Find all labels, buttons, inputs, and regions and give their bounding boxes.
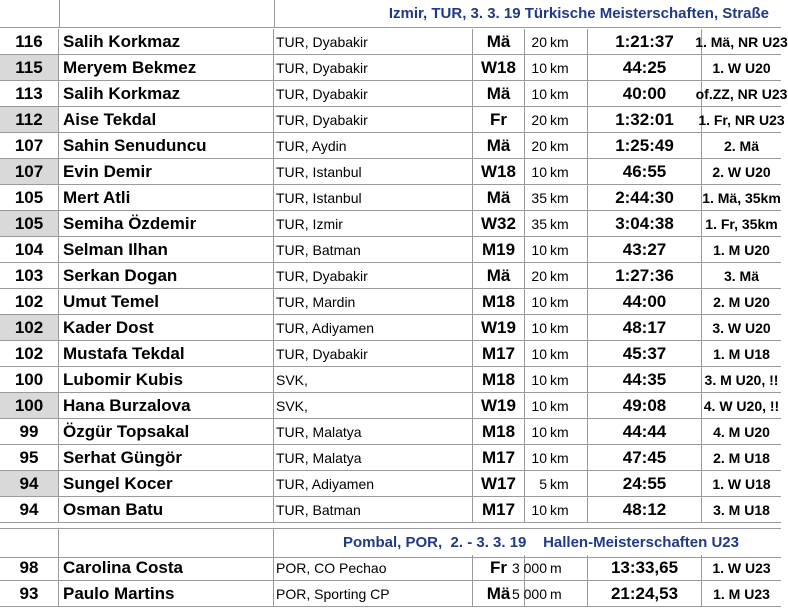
category-cell: M17 [473,341,525,366]
athlete-name-cell: Salih Korkmaz [59,81,274,106]
result-row [0,471,781,497]
category-cell: M18 [473,367,525,392]
points-cell: 100 [0,367,59,392]
time-cell: 1:32:01 [588,107,702,132]
distance-cell: 20 [531,33,547,50]
points-cell: 103 [0,263,59,288]
distance-cell: 10 [531,423,547,440]
placing-cell: 3. M U18 [713,501,770,518]
club-cell: TUR, Dyabakir [274,341,473,366]
athlete-name-cell: Kader Dost [59,315,274,340]
time-cell: 46:55 [588,159,702,184]
athlete-name-cell: Serhat Güngör [59,445,274,470]
placing-cell: 1. W U23 [712,559,771,576]
time-cell: 1:25:49 [588,133,702,158]
athlete-name-cell: Sungel Kocer [59,471,274,496]
category-cell: W18 [473,159,525,184]
category-cell: M18 [473,289,525,314]
athlete-name-cell: Salih Korkmaz [59,29,274,54]
time-cell: 21:24,53 [588,581,702,606]
club-cell: POR, CO Pechao [274,555,473,580]
placing-cell: 1. M U18 [713,345,770,362]
time-cell: 13:33,65 [588,555,702,580]
placing-cell: 1. M U20 [713,241,770,258]
time-cell: 1:27:36 [588,263,702,288]
athlete-name-cell: Umut Temel [59,289,274,314]
points-cell: 113 [0,81,59,106]
unit-cell: km [548,341,588,366]
club-cell: TUR, Istanbul [274,159,473,184]
points-cell: 107 [0,133,59,158]
result-row [0,289,781,315]
club-cell: TUR, Aydin [274,133,473,158]
placing-cell: 3. Mä [723,267,759,284]
points-cell: 105 [0,211,59,236]
unit-cell: km [548,263,588,288]
result-row [0,211,781,237]
points-cell: 93 [0,581,59,606]
distance-cell: 35 [531,215,547,232]
distance-cell: 10 [531,85,547,102]
unit-cell: km [548,367,588,392]
club-cell: TUR, Mardin [274,289,473,314]
points-cell: 116 [0,29,59,54]
unit-cell: km [548,237,588,262]
unit-cell: m [548,555,588,580]
category-cell: M18 [473,419,525,444]
distance-cell: 10 [531,163,547,180]
time-cell: 47:45 [588,445,702,470]
event-header-1 [0,0,781,28]
time-cell: 43:27 [588,237,702,262]
unit-cell: km [548,159,588,184]
points-cell: 107 [0,159,59,184]
result-row [0,419,781,445]
category-cell: W32 [473,211,525,236]
result-row [0,55,781,81]
time-cell: 40:00 [588,81,702,106]
athlete-name-cell: Mert Atli [59,185,274,210]
category-cell: Mä [473,263,525,288]
points-cell: 105 [0,185,59,210]
athlete-name-cell: Lubomir Kubis [59,367,274,392]
event-title: Izmir, TUR, 3. 3. 19 Türkische Meisterschaften, Straße [388,5,769,22]
athlete-name-cell: Özgür Topsakal [59,419,274,444]
distance-cell: 10 [531,293,547,310]
unit-cell: km [548,393,588,418]
category-cell: Fr [473,107,525,132]
result-row [0,497,781,523]
time-cell: 45:37 [588,341,702,366]
points-cell: 102 [0,315,59,340]
athlete-name-cell: Evin Demir [59,159,274,184]
result-row [0,159,781,185]
placing-cell: 4. W U20, !! [703,397,780,414]
points-cell: 98 [0,555,59,580]
points-cell: 115 [0,55,59,80]
result-row [0,341,781,367]
unit-cell: km [548,107,588,132]
result-row [0,29,788,55]
athlete-name-cell: Sahin Senuduncu [59,133,274,158]
club-cell: TUR, Dyabakir [274,29,473,54]
distance-cell: 3 000 [511,559,547,576]
placing-cell: 2. M U20 [713,293,770,310]
points-cell: 94 [0,497,59,522]
distance-cell: 20 [531,137,547,154]
placing-cell: 1. M U23 [713,585,770,602]
unit-cell: m [548,581,588,606]
result-row [0,367,781,393]
time-cell: 48:12 [588,497,702,522]
placing-cell: 1. Fr, NR U23 [698,111,785,128]
club-cell: TUR, Izmir [274,211,473,236]
athlete-name-cell: Hana Burzalova [59,393,274,418]
distance-cell: 10 [531,449,547,466]
category-cell: W19 [473,393,525,418]
distance-cell: 10 [531,397,547,414]
club-cell: SVK, [274,367,473,392]
unit-cell: km [548,497,588,522]
placing-cell: 1. Fr, 35km [705,215,778,232]
result-row [0,185,781,211]
club-cell: TUR, Adiyamen [274,471,473,496]
result-row [0,263,781,289]
result-row [0,581,781,607]
points-cell: 99 [0,419,59,444]
result-row [0,393,781,419]
athlete-name-cell: Paulo Martins [59,581,274,606]
placing-cell: 1. Mä, 35km [702,189,781,206]
unit-cell: km [548,315,588,340]
time-cell: 44:35 [588,367,702,392]
category-cell: Mä [473,581,525,606]
category-cell: M19 [473,237,525,262]
placing-cell: 1. Mä, NR U23 [695,33,788,50]
distance-cell: 20 [531,111,547,128]
result-row [0,81,788,107]
points-cell: 100 [0,393,59,418]
distance-cell: 10 [531,501,547,518]
unit-cell: km [548,289,588,314]
athlete-name-cell: Semiha Özdemir [59,211,274,236]
distance-cell: 5 000 [511,585,547,602]
athlete-name-cell: Aise Tekdal [59,107,274,132]
club-cell: POR, Sporting CP [274,581,473,606]
club-cell: TUR, Malatya [274,419,473,444]
club-cell: TUR, Malatya [274,445,473,470]
placing-cell: 2. M U18 [713,449,770,466]
category-cell: Mä [473,81,525,106]
unit-cell: km [548,419,588,444]
points-cell: 102 [0,289,59,314]
time-cell: 3:04:38 [588,211,702,236]
unit-cell: km [548,55,588,80]
distance-cell: 35 [531,189,547,206]
unit-cell: km [548,445,588,470]
distance-cell: 20 [531,267,547,284]
time-cell: 44:00 [588,289,702,314]
placing-cell: 2. Mä [723,137,759,154]
points-cell: 104 [0,237,59,262]
placing-cell: 1. W U18 [712,475,771,492]
points-cell: 94 [0,471,59,496]
time-cell: 49:08 [588,393,702,418]
category-cell: Fr [473,555,525,580]
club-cell: SVK, [274,393,473,418]
athlete-name-cell: Mustafa Tekdal [59,341,274,366]
points-cell: 95 [0,445,59,470]
athlete-name-cell: Serkan Dogan [59,263,274,288]
unit-cell: km [548,29,588,54]
time-cell: 2:44:30 [588,185,702,210]
club-cell: TUR, Dyabakir [274,263,473,288]
points-cell: 102 [0,341,59,366]
athlete-name-cell: Osman Batu [59,497,274,522]
club-cell: TUR, Batman [274,237,473,262]
placing-cell: 4. M U20 [713,423,770,440]
unit-cell: km [548,471,588,496]
category-cell: Mä [473,133,525,158]
time-cell: 44:25 [588,55,702,80]
time-cell: 24:55 [588,471,702,496]
event-title: Pombal, POR, 2. - 3. 3. 19 Hallen-Meisterschaften U23 [343,534,739,551]
club-cell: TUR, Dyabakir [274,55,473,80]
event-header-2 [0,528,781,558]
unit-cell: km [548,81,588,106]
result-row [0,315,781,341]
result-row [0,237,781,263]
athlete-name-cell: Meryem Bekmez [59,55,274,80]
distance-cell: 10 [531,241,547,258]
time-cell: 48:17 [588,315,702,340]
distance-cell: 10 [531,319,547,336]
result-row [0,133,781,159]
placing-cell: 1. W U20 [712,59,771,76]
category-cell: M17 [473,445,525,470]
unit-cell: km [548,211,588,236]
club-cell: TUR, Istanbul [274,185,473,210]
placing-cell: 3. M U20, !! [704,371,779,388]
club-cell: TUR, Batman [274,497,473,522]
club-cell: TUR, Dyabakir [274,107,473,132]
unit-cell: km [548,185,588,210]
athlete-name-cell: Selman Ilhan [59,237,274,262]
placing-cell: of.ZZ, NR U23 [695,85,788,102]
club-cell: TUR, Adiyamen [274,315,473,340]
distance-cell: 5 [539,475,547,492]
category-cell: Mä [473,185,525,210]
time-cell: 44:44 [588,419,702,444]
category-cell: Mä [473,29,525,54]
distance-cell: 10 [531,371,547,388]
athlete-name-cell: Carolina Costa [59,555,274,580]
distance-cell: 10 [531,345,547,362]
category-cell: W18 [473,55,525,80]
category-cell: W19 [473,315,525,340]
placing-cell: 2. W U20 [712,163,771,180]
time-cell: 1:21:37 [588,29,702,54]
placing-cell: 3. W U20 [712,319,771,336]
result-row [0,107,785,133]
result-row [0,555,781,581]
points-cell: 112 [0,107,59,132]
category-cell: M17 [473,497,525,522]
unit-cell: km [548,133,588,158]
result-row [0,445,781,471]
distance-cell: 10 [531,59,547,76]
club-cell: TUR, Dyabakir [274,81,473,106]
category-cell: W17 [473,471,525,496]
